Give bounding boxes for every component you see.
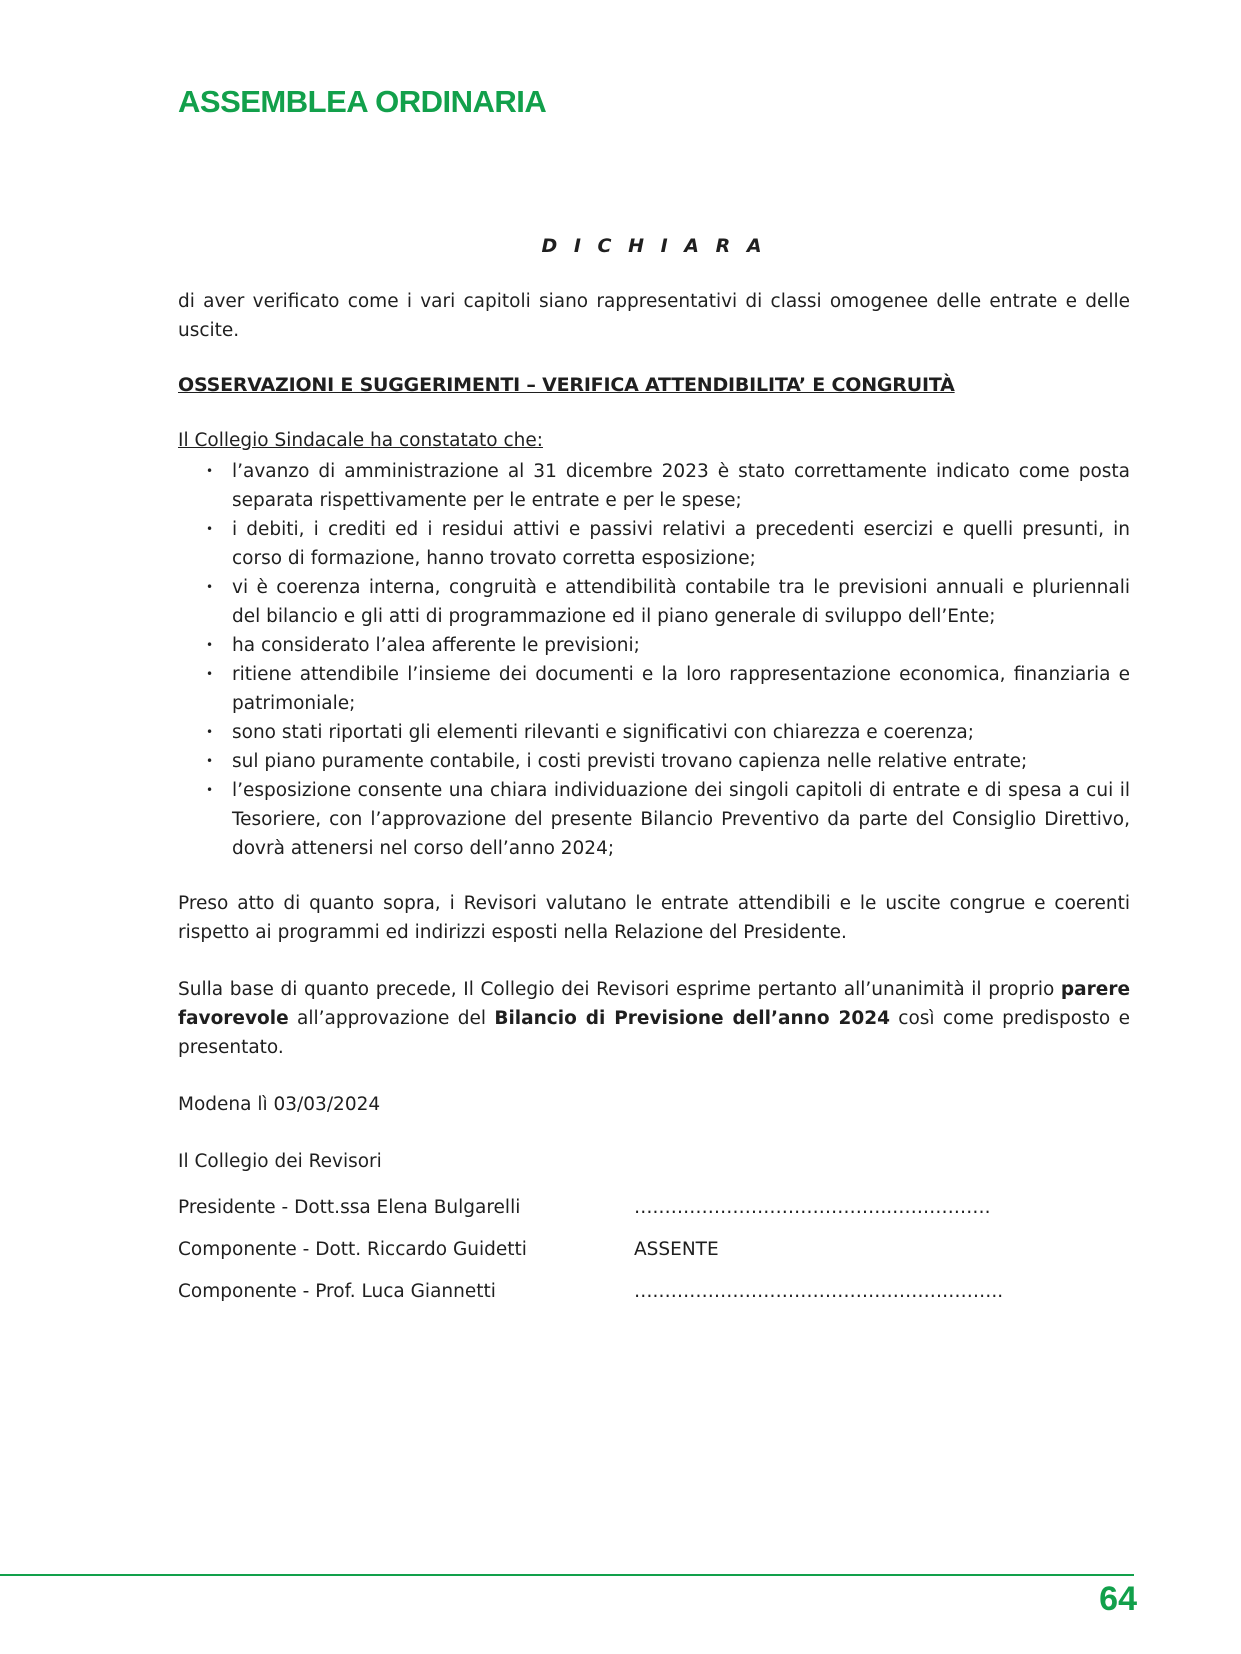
bullet-icon: • <box>206 464 214 478</box>
document-body <box>178 232 1130 1312</box>
list-item: • vi è coerenza interna, congruità e attendibilità contabile tra le previsioni annuali e pluriennali del bilancio e gli atti di programmazione ed il piano generale di sviluppo dell’Ente; <box>232 573 1130 631</box>
signatory-role: Presidente - Dott.ssa Elena Bulgarelli <box>178 1196 521 1218</box>
list-item: • sul piano puramente contabile, i costi previsti trovano capienza nelle relative entrate; <box>232 747 1130 776</box>
signatory-role: Componente - Prof. Luca Giannetti <box>178 1280 496 1302</box>
list-item: • ritiene attendibile l’insieme dei documenti e la loro rappresentazione economica, finanziaria e patrimoniale; <box>232 660 1130 718</box>
page-title: ASSEMBLEA ORDINARIA <box>178 84 547 119</box>
signature-line: ….………………………………..……………. <box>634 1196 991 1218</box>
place-date: Modena lì 03/03/2024 <box>178 1094 381 1115</box>
bullet-icon: • <box>206 580 214 594</box>
list-item: • l’esposizione consente una chiara individuazione dei singoli capitoli di entrate e di spesa a cui il Tesoriere, con l’approvazione del presente Bilancio Preventivo da parte del Consiglio Direttivo, dovrà attenersi nel corso dell’anno 2024; <box>232 776 1130 863</box>
opinion-paragraph: Sulla base di quanto precede, Il Collegio dei Revisori esprime pertanto all’unanimità il proprio parere favorevole all’approvazione del Bilancio di Previsione dell’anno 2024 così come predisposto e presentato. <box>178 979 1130 1058</box>
signature-row <box>178 1228 1130 1270</box>
signature-line: ASSENTE <box>634 1238 719 1260</box>
signatures-table <box>178 1186 1130 1312</box>
signature-row <box>178 1186 1130 1228</box>
budget-name: Bilancio di Previsione dell’anno 2024 <box>494 1008 890 1029</box>
findings-list <box>178 457 1130 863</box>
signatory-role: Componente - Dott. Riccardo Guidetti <box>178 1238 527 1260</box>
bullet-icon: • <box>206 754 214 768</box>
declares-heading: D I C H I A R A <box>541 235 767 257</box>
bullet-icon: • <box>206 638 214 652</box>
signature-line: ….……………………………………………….. <box>634 1280 1004 1302</box>
bullet-icon: • <box>206 725 214 739</box>
signature-row <box>178 1270 1130 1312</box>
declaration-text: di aver verificato come i vari capitoli siano rappresentativi di classi omogenee delle entrate e delle uscite. <box>178 291 1130 341</box>
bullet-icon: • <box>206 783 214 797</box>
bullet-icon: • <box>206 667 214 681</box>
list-item: • sono stati riportati gli elementi rilevanti e significativi con chiarezza e coerenza; <box>232 718 1130 747</box>
findings-intro: Il Collegio Sindacale ha constatato che: <box>178 430 543 451</box>
section-heading: OSSERVAZIONI E SUGGERIMENTI – VERIFICA ATTENDIBILITA’ E CONGRUITÀ <box>178 374 955 396</box>
list-item: • l’avanzo di amministrazione al 31 dicembre 2023 è stato correttamente indicato come posta separata rispettivamente per le entrate e per le spese; <box>232 457 1130 515</box>
list-item: • i debiti, i crediti ed i residui attivi e passivi relativi a precedenti esercizi e quelli presunti, in corso di formazione, hanno trovato corretta esposizione; <box>232 515 1130 573</box>
page-number: 64 <box>1099 1580 1137 1618</box>
footer-divider <box>0 1574 1134 1576</box>
opinion-verdict: parere favorevole <box>178 979 1130 1029</box>
bullet-icon: • <box>206 522 214 536</box>
board-label: Il Collegio dei Revisori <box>178 1151 382 1172</box>
assessment-paragraph: Preso atto di quanto sopra, i Revisori valutano le entrate attendibili e le uscite congrue e coerenti rispetto ai programmi ed indirizzi esposti nella Relazione del Presidente. <box>178 893 1130 943</box>
list-item: • ha considerato l’alea afferente le previsioni; <box>232 631 1130 660</box>
